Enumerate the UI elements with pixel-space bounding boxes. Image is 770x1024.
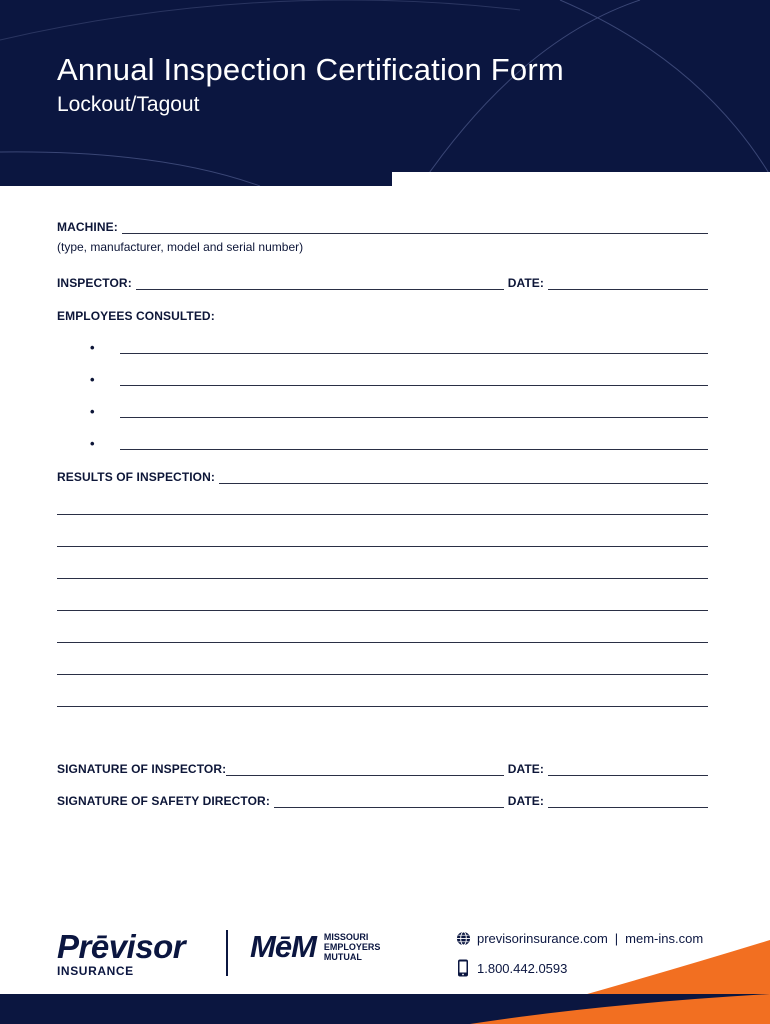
machine-label: MACHINE: xyxy=(57,220,118,234)
employee-item xyxy=(90,434,708,450)
employee-item xyxy=(90,402,708,418)
employees-row xyxy=(57,303,708,323)
employee-field[interactable] xyxy=(120,341,708,354)
results-line[interactable] xyxy=(57,578,708,579)
results-field[interactable] xyxy=(219,471,708,484)
previsor-subtitle: INSURANCE xyxy=(57,964,134,978)
mem-subtitle-line: MISSOURI xyxy=(323,932,369,942)
sig-inspector-field[interactable] xyxy=(226,763,504,776)
mem-subtitle-line: MUTUAL xyxy=(323,952,362,962)
results-line[interactable] xyxy=(57,674,708,675)
employee-field[interactable] xyxy=(120,405,708,418)
sig-safety-label: SIGNATURE OF SAFETY DIRECTOR: xyxy=(57,794,270,808)
bullet: • xyxy=(90,340,95,355)
inspector-field[interactable] xyxy=(136,277,504,290)
phone-number[interactable]: 1.800.442.0593 xyxy=(477,960,568,976)
sig-inspector-row xyxy=(57,756,708,776)
employee-field[interactable] xyxy=(120,437,708,450)
employees-label: EMPLOYEES CONSULTED: xyxy=(57,309,215,323)
bullet: • xyxy=(90,436,95,451)
bullet: • xyxy=(90,404,95,419)
results-line[interactable] xyxy=(57,642,708,643)
contact-separator: | xyxy=(614,930,619,946)
results-line[interactable] xyxy=(57,546,708,547)
machine-note: (type, manufacturer, model and serial number) xyxy=(57,240,304,254)
results-label: RESULTS OF INSPECTION: xyxy=(57,470,215,484)
employee-field[interactable] xyxy=(120,373,708,386)
website-link-previsor[interactable]: previsorinsurance.com xyxy=(477,930,608,946)
sig-safety-date-field[interactable] xyxy=(548,795,708,808)
results-row xyxy=(57,464,708,484)
previsor-wordmark: Prēvisor xyxy=(57,928,186,965)
inspector-row xyxy=(57,270,708,290)
bullet: • xyxy=(90,372,95,387)
results-line[interactable] xyxy=(57,706,708,707)
employee-item xyxy=(90,338,708,354)
results-line[interactable] xyxy=(57,514,708,515)
results-line[interactable] xyxy=(57,610,708,611)
page-subtitle: Lockout/Tagout xyxy=(57,93,200,116)
inspector-date-field[interactable] xyxy=(548,277,708,290)
header-notch xyxy=(392,172,770,186)
machine-field[interactable] xyxy=(122,221,708,234)
sig-safety-date-label: DATE: xyxy=(507,794,544,808)
header-banner xyxy=(0,0,770,186)
page-title: Annual Inspection Certification Form xyxy=(57,52,564,87)
sig-inspector-date-label: DATE: xyxy=(507,762,544,776)
inspector-label: INSPECTOR: xyxy=(57,276,132,290)
mem-wordmark: MēM xyxy=(250,929,316,964)
employee-item xyxy=(90,370,708,386)
machine-row xyxy=(57,214,708,234)
bottom-band xyxy=(0,994,770,1024)
sig-inspector-date-field[interactable] xyxy=(548,763,708,776)
sig-inspector-label: SIGNATURE OF INSPECTOR: xyxy=(57,762,227,776)
sig-safety-row xyxy=(57,788,708,808)
sig-safety-field[interactable] xyxy=(274,795,504,808)
inspector-date-label: DATE: xyxy=(507,276,544,290)
mem-subtitle-line: EMPLOYERS xyxy=(323,942,381,952)
website-link-mem[interactable]: mem-ins.com xyxy=(625,930,704,946)
